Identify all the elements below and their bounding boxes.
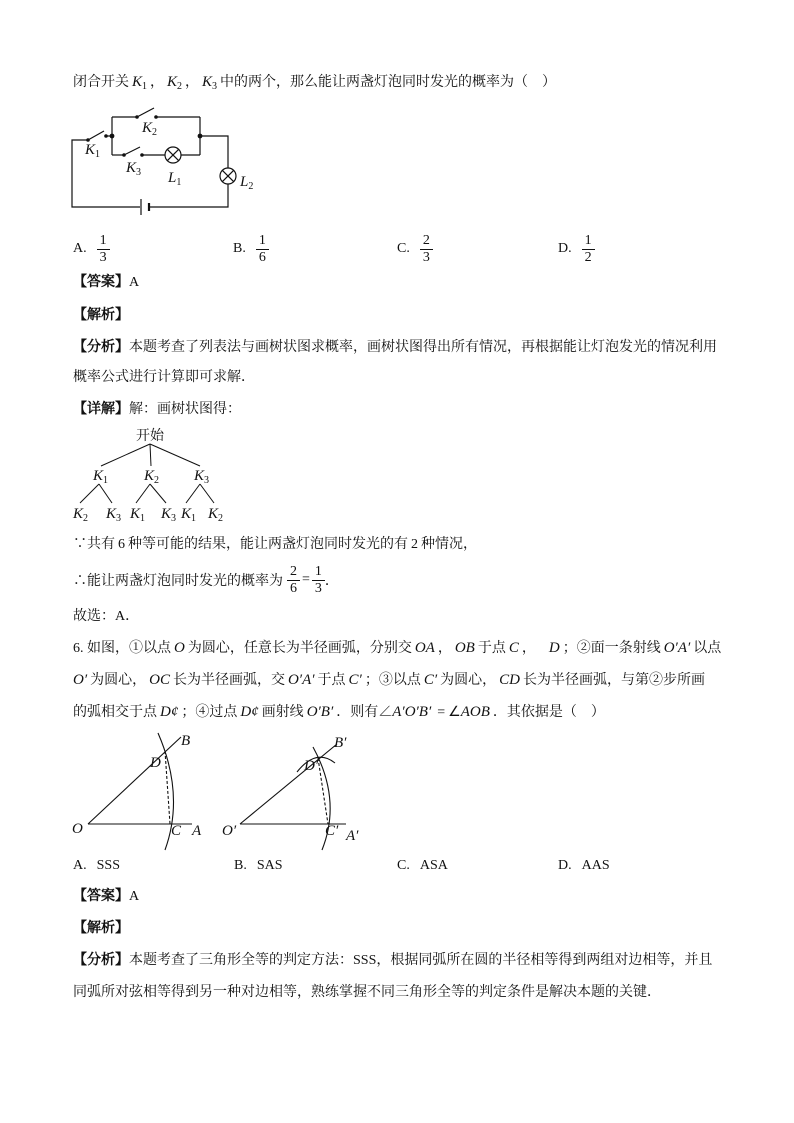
math-var: O′: [73, 672, 88, 688]
math-var: O′A′: [287, 672, 315, 688]
option-text: SSS: [96, 858, 120, 873]
tree-diagram: [60, 420, 240, 530]
stem-text: 为圆心，: [440, 673, 497, 688]
option-fraction: [420, 233, 433, 266]
stem-text: 为圆心，任意长为半径画弧，分别交: [187, 641, 412, 656]
math-var: D¢: [160, 704, 179, 720]
label-o: O: [72, 821, 83, 837]
option-text: ASA: [419, 858, 448, 873]
stem-text: ．则有: [336, 705, 379, 720]
q5-option-b: [233, 230, 269, 268]
switch-contact: [154, 115, 158, 119]
label-b: B: [181, 733, 191, 749]
tree-edge: [99, 484, 112, 503]
q5-fenxi-line1: [73, 339, 717, 357]
math-var: D¢: [240, 704, 259, 720]
answer-label: 【答案】: [73, 889, 129, 904]
label-o-prime: O′: [222, 823, 237, 839]
tree-leaf: [160, 506, 176, 524]
numerator: 2: [287, 564, 300, 581]
stem-text: 长为半径画弧，与第②步所画: [522, 673, 705, 688]
tree-leaf: [180, 506, 196, 524]
q6-fenxi-line2: 同弧所对弦相等得到另一种对边相等，熟练掌握不同三角形全等的判定条件是解决本题的关键．: [73, 985, 661, 1000]
math-var: O′A′: [663, 640, 691, 656]
tree-edge: [80, 484, 99, 503]
k-sub-2: 2: [177, 81, 183, 92]
answer-value: A: [129, 889, 140, 904]
xiangjie-text: 解：画树状图得：: [129, 402, 241, 417]
q5-therefore: [73, 562, 339, 598]
math-var-k: [199, 74, 220, 90]
k-sub: 2: [83, 513, 89, 524]
k-symbol: K: [93, 468, 104, 484]
q5-option-c: [397, 230, 433, 268]
k-sub: 1: [95, 149, 101, 160]
l-sub: 1: [176, 177, 182, 188]
denominator: 2: [584, 249, 592, 265]
comma: ，: [185, 75, 200, 90]
tree-node-k3: [193, 468, 209, 486]
label-k3: [125, 160, 141, 178]
label-a: A: [192, 823, 202, 839]
stem-text: ．其依据是（ ）: [492, 705, 605, 720]
label-d: D: [150, 755, 161, 771]
k-symbol: K: [167, 74, 178, 90]
tree-leaf: [207, 506, 223, 524]
tree-node-k1: [92, 468, 108, 486]
stem-text: 于点: [477, 641, 506, 656]
switch-contact: [140, 153, 144, 157]
stem-text: ；②面一条射线: [562, 641, 661, 656]
k-symbol: K: [85, 142, 96, 158]
xiangjie-label: 【详解】: [73, 402, 129, 417]
switch-k3-blade: [124, 147, 140, 155]
stem-text: 长为半径画弧，交: [172, 673, 285, 688]
option-label: B.: [234, 858, 247, 873]
option-label: A.: [73, 858, 87, 873]
switch-k1-blade: [88, 131, 104, 140]
option-fraction: [256, 233, 269, 266]
circuit-diagram: [60, 100, 270, 225]
k-sub: 3: [116, 513, 122, 524]
stem-text: 以点: [693, 641, 722, 656]
k-symbol: K: [132, 74, 143, 90]
equals-sign: =: [302, 572, 310, 587]
fraction: [312, 564, 325, 597]
comma: ，: [150, 75, 165, 90]
denominator: 3: [422, 249, 430, 265]
wire-bottom-right: [150, 184, 228, 207]
fenxi-text: 本题考查了列表法与画树状图求概率，画树状图得出所有情况，再根据能让灯泡发光的情况利用: [129, 340, 717, 355]
k-symbol: K: [181, 506, 192, 522]
math-var: C: [508, 640, 519, 656]
option-label: B.: [233, 241, 246, 256]
stem-text: 画射线: [261, 705, 304, 720]
q6-option-b: [234, 857, 283, 875]
tree-leaf: [72, 506, 88, 524]
equals-sign: =: [437, 705, 446, 720]
k-sub-3: 3: [212, 81, 218, 92]
math-var: AOB: [460, 704, 490, 720]
tree-edge: [200, 484, 214, 503]
k-sub: 2: [218, 513, 224, 524]
stem-text: 于点: [317, 673, 346, 688]
q5-because: [73, 536, 477, 554]
tree-edge: [136, 484, 150, 503]
q6-jiexi-label: 【解析】: [73, 921, 129, 936]
math-var-k: [164, 74, 185, 90]
switch-contact: [104, 134, 108, 138]
k-sub: 3: [171, 513, 177, 524]
k-sub: 1: [103, 475, 109, 486]
tree-leaf: [129, 506, 145, 524]
fenxi-label: 【分析】: [73, 340, 129, 355]
ray-ob: [88, 737, 181, 824]
tree-root: 开始: [136, 429, 164, 444]
q6-option-d: [558, 857, 610, 875]
label-d-prime: D′: [304, 758, 319, 774]
k-symbol: K: [106, 506, 117, 522]
stem-text: ；③以点: [364, 673, 421, 688]
period: ．: [324, 574, 339, 589]
option-fraction: [97, 233, 110, 266]
switch-contact: [122, 153, 126, 157]
numerator: 1: [256, 233, 269, 250]
q6-stem-line3: [73, 703, 605, 721]
stem-text: ，: [437, 641, 452, 656]
switch-k2-blade: [137, 108, 154, 117]
tree-edge: [101, 444, 150, 466]
angle-construction-figures: [60, 725, 370, 855]
tree-node-k2: [143, 468, 159, 486]
q5-stem: [73, 73, 556, 91]
tree-edge: [150, 444, 200, 466]
label-k1: [84, 142, 100, 160]
denominator: 3: [99, 249, 107, 265]
because-text: 种等可能的结果，能让两盏灯泡同时发光的有: [128, 537, 408, 552]
tree-edge: [150, 444, 151, 466]
math-var: OB: [454, 640, 475, 656]
tree-edge: [186, 484, 200, 503]
chord-cd: [165, 751, 170, 824]
math-var: OA: [414, 640, 435, 656]
label-k2: [141, 120, 157, 138]
math-var: A′O′B′: [392, 704, 432, 720]
q5-fenxi-line2: 概率公式进行计算即可求解．: [73, 370, 255, 385]
math-var: OC: [149, 672, 170, 688]
q6-stem-line2: [73, 671, 705, 689]
q5-jiexi-label: 【解析】: [73, 308, 129, 323]
junction-node: [198, 134, 203, 139]
fenxi-label: 【分析】: [73, 953, 129, 968]
tree-edge: [150, 484, 166, 503]
k-symbol: K: [130, 506, 141, 522]
math-var: D: [548, 640, 560, 656]
therefore-text: ∴能让两盏灯泡同时发光的概率为: [73, 574, 283, 589]
l-symbol: L: [168, 170, 177, 186]
k-symbol: K: [202, 74, 213, 90]
fraction: [287, 564, 300, 597]
angle-symbol: ∠: [448, 705, 461, 720]
numerator: 1: [312, 564, 325, 581]
math-var: C′: [348, 672, 362, 688]
because-text: 种情况，: [421, 537, 477, 552]
k-symbol: K: [144, 468, 155, 484]
k-sub-1: 1: [142, 81, 148, 92]
math-var: C′: [423, 672, 438, 688]
l-sub: 2: [248, 181, 254, 192]
stem-text: 的弧相交于点: [73, 705, 157, 720]
q5-option-a: [73, 230, 110, 268]
angle-symbol: ∠: [378, 705, 393, 720]
label-c-prime: C′: [325, 823, 339, 839]
label-c: C: [171, 823, 182, 839]
math-var: O: [174, 640, 185, 656]
label-l1: [167, 170, 181, 188]
option-label: D.: [558, 241, 572, 256]
denominator: 6: [258, 249, 266, 265]
option-label: A.: [73, 241, 87, 256]
option-text: SAS: [256, 858, 283, 873]
count-favorable: 2: [411, 537, 418, 552]
q6-option-c: [397, 857, 448, 875]
l-symbol: L: [240, 174, 249, 190]
numerator: 1: [97, 233, 110, 250]
k-sub: 3: [204, 475, 210, 486]
label-a-prime: A′: [346, 828, 359, 844]
option-label: C.: [397, 858, 410, 873]
q5-choose: 故选：A．: [73, 609, 140, 624]
q5-answer: [73, 274, 139, 292]
stem-text: 6. 如图，①以点: [73, 641, 171, 656]
option-fraction: [582, 233, 595, 266]
math-var: O′B′: [306, 704, 334, 720]
k-symbol: K: [208, 506, 219, 522]
junction-node: [110, 134, 115, 139]
label-b-prime: B′: [334, 735, 347, 751]
k-sub: 2: [152, 127, 158, 138]
label-l2: [239, 174, 253, 192]
stem-text: ，: [521, 641, 536, 656]
switch-contact: [135, 115, 139, 119]
k-symbol: K: [161, 506, 172, 522]
q6-stem-line1: [73, 639, 721, 657]
denominator: 3: [314, 580, 322, 596]
wire-top-right: [200, 136, 228, 168]
denominator: 6: [290, 580, 297, 596]
q6-fenxi-line1: [73, 952, 712, 970]
q6-option-a: [73, 857, 120, 875]
option-text: AAS: [581, 858, 610, 873]
k-symbol: K: [126, 160, 137, 176]
math-var-k: [129, 74, 150, 90]
stem-text: ；④过点: [181, 705, 238, 720]
answer-value: A: [129, 275, 140, 290]
tree-leaf: [105, 506, 121, 524]
fenxi-text: 本题考查了三角形全等的判定方法：SSS，根据同弧所在圆的半径相等得到两组对边相等，并且: [129, 953, 713, 968]
because-text: ∵共有: [73, 537, 115, 552]
q5-stem-text: 闭合开关: [73, 75, 129, 90]
k-symbol: K: [194, 468, 205, 484]
stem-text: 为圆心，: [90, 673, 147, 688]
numerator: 2: [420, 233, 433, 250]
k-sub: 1: [140, 513, 146, 524]
q5-stem-text: 中的两个，那么能让两盏灯泡同时发光的概率为（ ）: [220, 75, 557, 90]
numerator: 1: [582, 233, 595, 250]
k-symbol: K: [142, 120, 153, 136]
k-sub: 1: [191, 513, 197, 524]
k-symbol: K: [73, 506, 84, 522]
option-label: C.: [397, 241, 410, 256]
q5-xiangjie: [73, 401, 241, 419]
math-var: CD: [499, 672, 520, 688]
q6-answer: [73, 888, 139, 906]
k-sub: 2: [154, 475, 160, 486]
count-total: 6: [118, 537, 125, 552]
q5-option-d: [558, 230, 595, 268]
answer-label: 【答案】: [73, 275, 129, 290]
option-label: D.: [558, 858, 572, 873]
k-sub: 3: [136, 167, 142, 178]
